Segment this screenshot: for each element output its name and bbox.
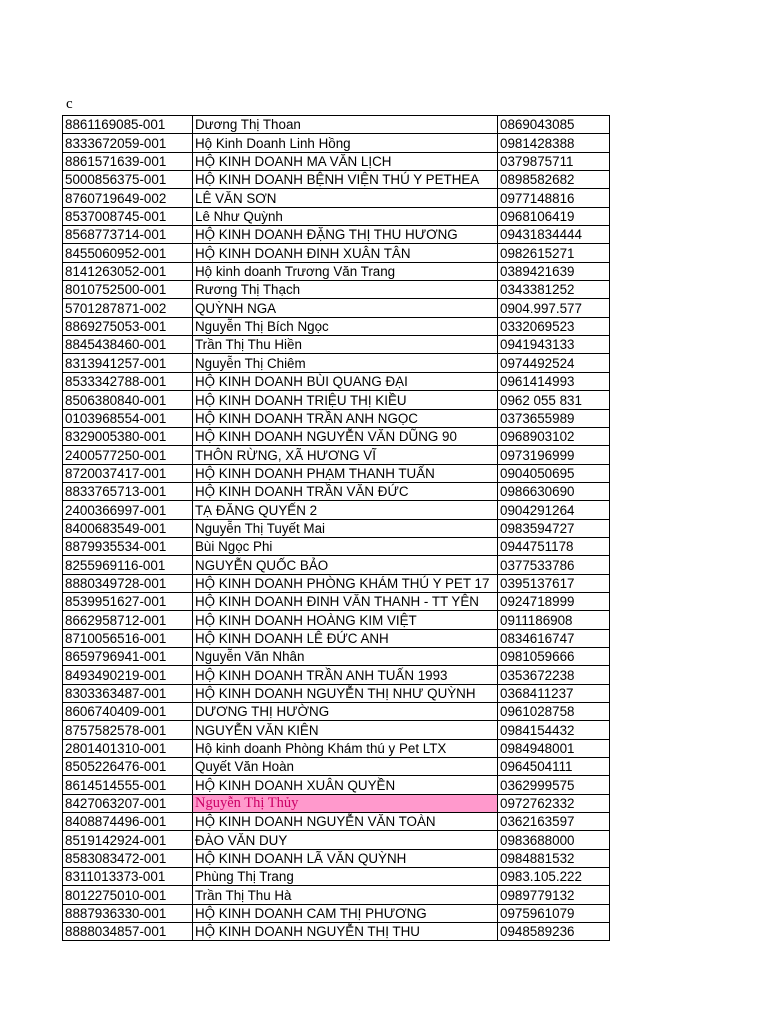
table-row (63, 226, 610, 244)
tax-id-cell: 8537008745-001 (63, 207, 193, 225)
tax-id-cell: 8311013373-001 (63, 868, 193, 886)
tax-id-cell: 8303363487-001 (63, 684, 193, 702)
phone-cell: 0984881532 (498, 849, 610, 867)
table-row (63, 134, 610, 152)
table-row (63, 501, 610, 519)
business-name-cell: QUỲNH NGA (193, 299, 498, 317)
business-name-cell: Bùi Ngọc Phi (193, 537, 498, 555)
table-row (63, 831, 610, 849)
table-row (63, 684, 610, 702)
tax-id-cell: 8333672059-001 (63, 134, 193, 152)
phone-cell: 0968106419 (498, 207, 610, 225)
table-body (63, 116, 610, 941)
tax-id-cell: 8519142924-001 (63, 831, 193, 849)
table-row (63, 464, 610, 482)
tax-id-cell: 8879935534-001 (63, 537, 193, 555)
tax-id-cell: 5000856375-001 (63, 171, 193, 189)
phone-cell: 0984948001 (498, 739, 610, 757)
phone-cell: 0986630690 (498, 482, 610, 500)
table-row (63, 116, 610, 134)
business-name-cell: HỘ KINH DOANH BÙI QUANG ĐẠI (193, 372, 498, 390)
tax-id-cell: 8614514555-001 (63, 776, 193, 794)
business-name-cell: HỘ KINH DOANH NGUYỄN VĂN TOÀN (193, 813, 498, 831)
business-name-cell: HỘ KINH DOANH ĐINH VĂN THANH - TT YÊN (193, 592, 498, 610)
tax-id-cell: 8427063207-001 (63, 794, 193, 812)
table-row (63, 904, 610, 922)
tax-id-cell: 8010752500-001 (63, 281, 193, 299)
tax-id-cell: 8539951627-001 (63, 592, 193, 610)
business-name-cell: LÊ VĂN SƠN (193, 189, 498, 207)
table-row (63, 409, 610, 427)
table-row (63, 592, 610, 610)
phone-cell: 0904.997.577 (498, 299, 610, 317)
phone-cell: 0377533786 (498, 556, 610, 574)
phone-cell: 09431834444 (498, 226, 610, 244)
tax-id-cell: 8506380840-001 (63, 391, 193, 409)
tax-id-cell: 8845438460-001 (63, 336, 193, 354)
phone-cell: 0973196999 (498, 446, 610, 464)
business-name-cell: NGUYỄN QUỐC BẢO (193, 556, 498, 574)
business-name-cell: HỘ KINH DOANH HOÀNG KIM VIỆT (193, 611, 498, 629)
tax-id-cell: 5701287871-002 (63, 299, 193, 317)
tax-id-cell: 8861571639-001 (63, 152, 193, 170)
business-name-cell: HỘ KINH DOANH XUÂN QUYỀN (193, 776, 498, 794)
business-name-cell: Hộ kinh doanh Trương Văn Trang (193, 262, 498, 280)
tax-id-cell: 8455060952-001 (63, 244, 193, 262)
phone-cell: 0944751178 (498, 537, 610, 555)
phone-cell: 0924718999 (498, 592, 610, 610)
business-name-cell: Hộ Kinh Doanh Linh Hồng (193, 134, 498, 152)
business-name-cell: Quyết Văn Hoàn (193, 758, 498, 776)
table-row (63, 647, 610, 665)
tax-id-cell: 8012275010-001 (63, 886, 193, 904)
phone-cell: 0972762332 (498, 794, 610, 812)
business-name-cell: Dương Thị Thoan (193, 116, 498, 134)
corner-text: c (66, 96, 73, 112)
table-row (63, 171, 610, 189)
phone-cell: 0362163597 (498, 813, 610, 831)
business-name-cell: Trần Thị Thu Hà (193, 886, 498, 904)
phone-cell: 0941943133 (498, 336, 610, 354)
tax-id-cell: 8888034857-001 (63, 923, 193, 941)
tax-id-cell: 8659796941-001 (63, 647, 193, 665)
table-row (63, 152, 610, 170)
table-row (63, 482, 610, 500)
table-row (63, 868, 610, 886)
phone-cell: 0368411237 (498, 684, 610, 702)
phone-cell: 0983688000 (498, 831, 610, 849)
table-row (63, 262, 610, 280)
table-row (63, 336, 610, 354)
tax-id-cell: 2400366997-001 (63, 501, 193, 519)
table-row (63, 776, 610, 794)
table-row (63, 923, 610, 941)
phone-cell: 0961028758 (498, 703, 610, 721)
phone-cell: 0904050695 (498, 464, 610, 482)
phone-cell: 0911186908 (498, 611, 610, 629)
phone-cell: 0982615271 (498, 244, 610, 262)
business-name-cell: HỘ KINH DOANH LÃ VĂN QUỲNH (193, 849, 498, 867)
table-row (63, 427, 610, 445)
tax-id-cell: 2801401310-001 (63, 739, 193, 757)
table-row (63, 703, 610, 721)
business-name-cell: HỘ KINH DOANH ĐINH XUÂN TÂN (193, 244, 498, 262)
tax-id-cell: 8408874496-001 (63, 813, 193, 831)
business-name-cell: Nguyễn Thị Bích Ngọc (193, 317, 498, 335)
phone-cell: 0964504111 (498, 758, 610, 776)
table-row (63, 758, 610, 776)
business-name-cell: Nguyễn Thị Thủy (193, 794, 498, 812)
business-name-cell: HỘ KINH DOANH TRẦN VĂN ĐỨC (193, 482, 498, 500)
table-row (63, 207, 610, 225)
phone-cell: 0961414993 (498, 372, 610, 390)
business-name-cell: DƯƠNG THỊ HƯỜNG (193, 703, 498, 721)
business-name-cell: HỘ KINH DOANH PHÒNG KHÁM THÚ Y PET 17 (193, 574, 498, 592)
phone-cell: 0981428388 (498, 134, 610, 152)
tax-id-cell: 8861169085-001 (63, 116, 193, 134)
tax-id-cell: 8720037417-001 (63, 464, 193, 482)
business-name-cell: Rương Thị Thạch (193, 281, 498, 299)
phone-cell: 0989779132 (498, 886, 610, 904)
tax-id-cell: 8329005380-001 (63, 427, 193, 445)
business-name-cell: THÔN RỪNG, XÃ HƯƠNG VĨ (193, 446, 498, 464)
phone-cell: 0975961079 (498, 904, 610, 922)
tax-id-cell: 8583083472-001 (63, 849, 193, 867)
business-name-cell: HỘ KINH DOANH BỆNH VIỆN THÚ Y PETHEA (193, 171, 498, 189)
business-name-cell: HỘ KINH DOANH MA VĂN LỊCH (193, 152, 498, 170)
table-row (63, 666, 610, 684)
business-name-cell: Nguyễn Thị Chiêm (193, 354, 498, 372)
business-name-cell: HỘ KINH DOANH LÊ ĐỨC ANH (193, 629, 498, 647)
business-name-cell: HỘ KINH DOANH NGUYỄN THỊ NHƯ QUỲNH (193, 684, 498, 702)
phone-cell: 0395137617 (498, 574, 610, 592)
phone-cell: 0904291264 (498, 501, 610, 519)
table-row (63, 813, 610, 831)
tax-id-cell: 2400577250-001 (63, 446, 193, 464)
phone-cell: 0869043085 (498, 116, 610, 134)
business-name-cell: ĐÀO VĂN DUY (193, 831, 498, 849)
tax-id-cell: 8255969116-001 (63, 556, 193, 574)
table-row (63, 317, 610, 335)
table-row (63, 794, 610, 812)
business-name-cell: TẠ ĐĂNG QUYẾN 2 (193, 501, 498, 519)
business-name-cell: HỘ KINH DOANH PHẠM THANH TUẤN (193, 464, 498, 482)
table-row (63, 281, 610, 299)
table-row (63, 849, 610, 867)
phone-cell: 0984154432 (498, 721, 610, 739)
phone-cell: 0974492524 (498, 354, 610, 372)
phone-cell: 0981059666 (498, 647, 610, 665)
business-name-cell: NGUYỄN VĂN KIÊN (193, 721, 498, 739)
table-row (63, 629, 610, 647)
business-name-cell: HỘ KINH DOANH TRIỆU THỊ KIỀU (193, 391, 498, 409)
business-name-cell: Nguyễn Văn Nhân (193, 647, 498, 665)
table-row (63, 537, 610, 555)
business-name-cell: HỘ KINH DOANH TRẦN ANH NGỌC (193, 409, 498, 427)
tax-id-cell: 0103968554-001 (63, 409, 193, 427)
tax-id-cell: 8757582578-001 (63, 721, 193, 739)
business-name-cell: Phùng Thị Trang (193, 868, 498, 886)
business-name-cell: HỘ KINH DOANH NGUYỄN THỊ THU (193, 923, 498, 941)
phone-cell: 0834616747 (498, 629, 610, 647)
phone-cell: 0389421639 (498, 262, 610, 280)
phone-cell: 0343381252 (498, 281, 610, 299)
phone-cell: 0983.105.222 (498, 868, 610, 886)
tax-id-cell: 8568773714-001 (63, 226, 193, 244)
tax-id-cell: 8141263052-001 (63, 262, 193, 280)
tax-id-cell: 8606740409-001 (63, 703, 193, 721)
table-row (63, 354, 610, 372)
table-row (63, 446, 610, 464)
phone-cell: 0948589236 (498, 923, 610, 941)
business-name-cell: Trần Thị Thu Hiền (193, 336, 498, 354)
business-name-cell: HỘ KINH DOANH ĐẶNG THỊ THU HƯƠNG (193, 226, 498, 244)
phone-cell: 0898582682 (498, 171, 610, 189)
tax-id-cell: 8533342788-001 (63, 372, 193, 390)
phone-cell: 0332069523 (498, 317, 610, 335)
business-name-cell: HỘ KINH DOANH NGUYỄN VĂN DŨNG 90 (193, 427, 498, 445)
table-row (63, 721, 610, 739)
tax-id-cell: 8887936330-001 (63, 904, 193, 922)
table-row (63, 556, 610, 574)
phone-cell: 0983594727 (498, 519, 610, 537)
phone-cell: 0373655989 (498, 409, 610, 427)
business-name-cell: HỘ KINH DOANH CAM THỊ PHƯƠNG (193, 904, 498, 922)
tax-id-cell: 8493490219-001 (63, 666, 193, 684)
table-row (63, 372, 610, 390)
table-row (63, 886, 610, 904)
table-row (63, 519, 610, 537)
tax-id-cell: 8505226476-001 (63, 758, 193, 776)
business-name-cell: Hộ kinh doanh Phòng Khám thú y Pet LTX (193, 739, 498, 757)
tax-id-cell: 8833765713-001 (63, 482, 193, 500)
business-name-cell: HỘ KINH DOANH TRẦN ANH TUẤN 1993 (193, 666, 498, 684)
tax-id-cell: 8400683549-001 (63, 519, 193, 537)
tax-id-cell: 8760719649-002 (63, 189, 193, 207)
phone-cell: 0962 055 831 (498, 391, 610, 409)
tax-id-cell: 8869275053-001 (63, 317, 193, 335)
business-table (62, 115, 610, 941)
phone-cell: 0362999575 (498, 776, 610, 794)
tax-id-cell: 8313941257-001 (63, 354, 193, 372)
business-name-cell: Nguyễn Thị Tuyết Mai (193, 519, 498, 537)
tax-id-cell: 8710056516-001 (63, 629, 193, 647)
tax-id-cell: 8880349728-001 (63, 574, 193, 592)
phone-cell: 0353672238 (498, 666, 610, 684)
table-row (63, 299, 610, 317)
table-row (63, 739, 610, 757)
phone-cell: 0977148816 (498, 189, 610, 207)
phone-cell: 0379875711 (498, 152, 610, 170)
table-row (63, 574, 610, 592)
tax-id-cell: 8662958712-001 (63, 611, 193, 629)
table-row (63, 391, 610, 409)
business-name-cell: Lê Như Quỳnh (193, 207, 498, 225)
table-row (63, 244, 610, 262)
phone-cell: 0968903102 (498, 427, 610, 445)
table-row (63, 189, 610, 207)
table-row (63, 611, 610, 629)
